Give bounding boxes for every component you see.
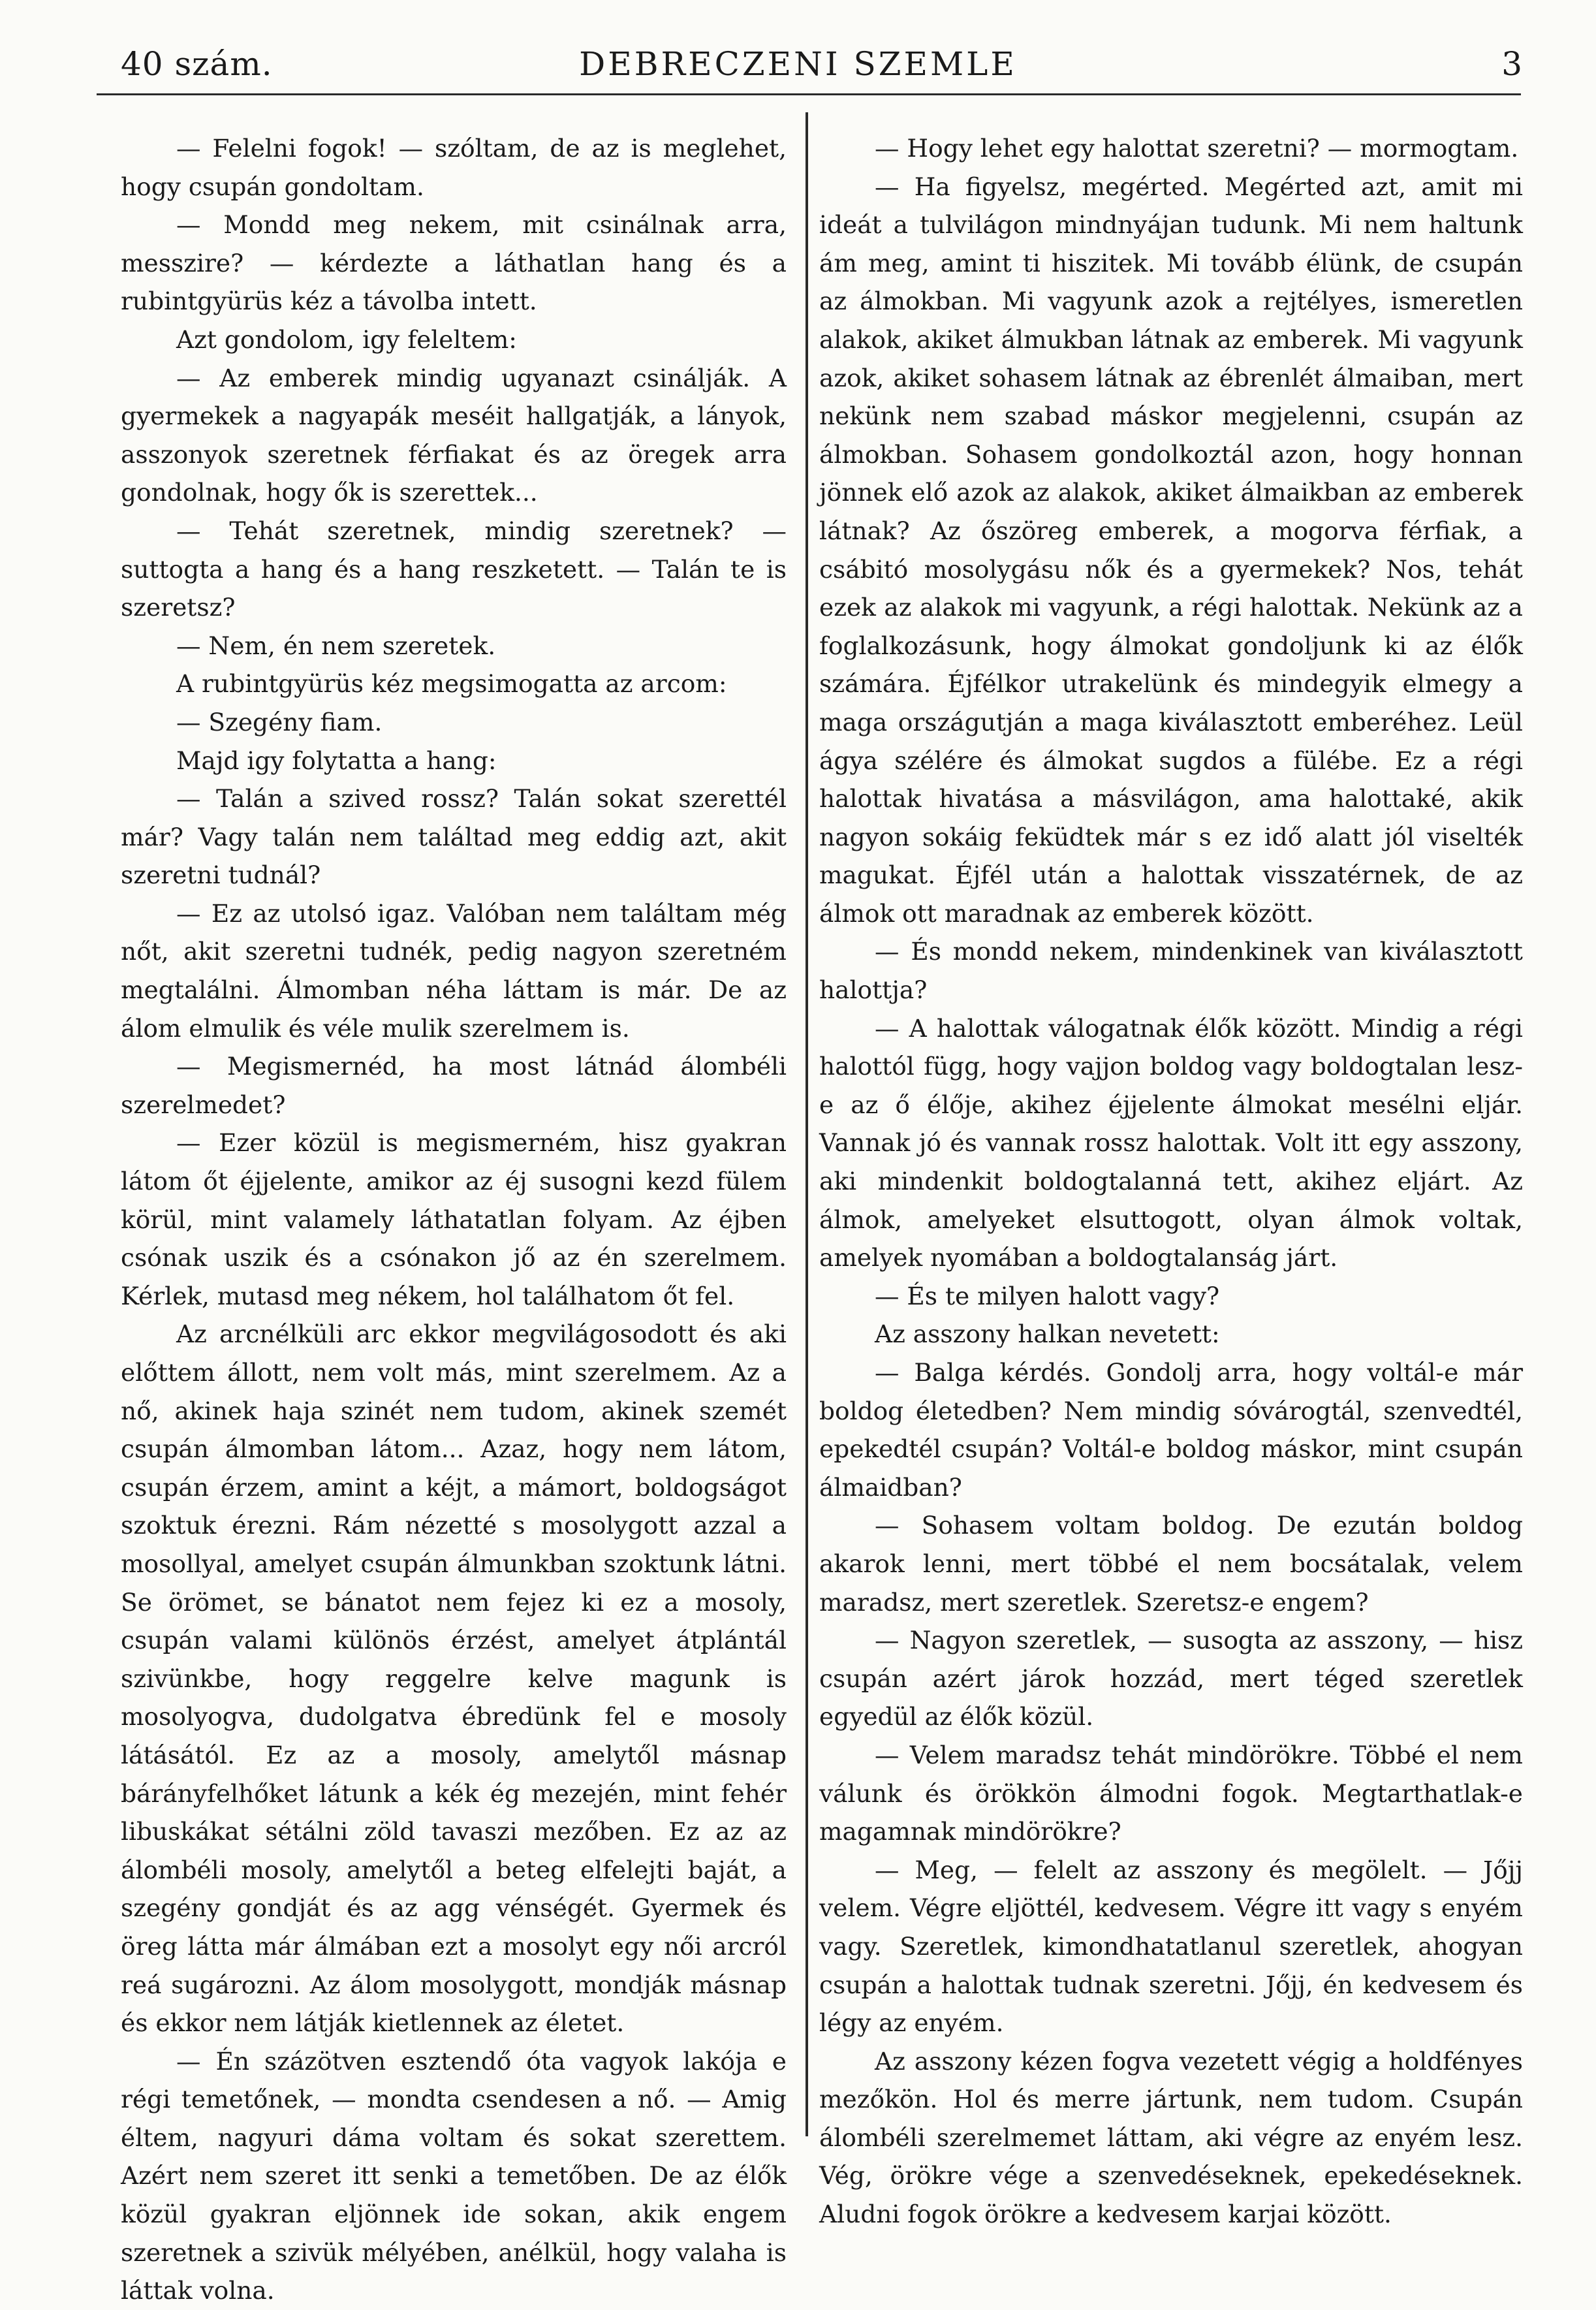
right-column	[819, 129, 1523, 2234]
paragraph: — A halottak válogatnak élők között. Mindig a régi halottól függ, hogy vajjon boldog vagy boldogtalan lesz-e az ő élője, akihez éjjelente álmokat mesélni eljár. Vannak jó és vannak rossz halottak. Volt itt egy asszony, aki mindenkit boldogtalanná tett, akihez eljárt. Az álmok, amelyeket elsuttogott, olyan álmok voltak, amelyek nyomában a boldogtalanság járt.	[819, 1013, 1523, 1273]
paragraph: — Talán a szived rossz? Talán sokat szerettél már? Vagy talán nem találtad meg eddig azt, akit szeretni tudnál?	[121, 784, 787, 890]
journal-title: DEBRECZENI SZEMLE	[579, 45, 1017, 83]
paragraph: — Felelni fogok! — szóltam, de az is meglehet, hogy csupán gondoltam.	[121, 134, 787, 201]
paragraph: — Ez az utolsó igaz. Valóban nem találtam még nőt, akit szeretni tudnék, pedig nagyon szeretném megtalálni. Álmomban néha láttam is már. De az álom elmulik és véle mulik szerelmem is.	[121, 898, 787, 1043]
paragraph: — Tehát szeretnek, mindig szeretnek? — suttogta a hang és a hang reszketett. — Talán te is szeretsz?	[121, 516, 787, 622]
paragraph: — Az emberek mindig ugyanazt csinálják. A gyermekek a nagyapák meséit hallgatják, a lányok, asszonyok szeretnek férfiakat és az öregek arra gondolnak, hogy ők is szerettek...	[121, 363, 787, 507]
left-column	[121, 129, 787, 2310]
paragraph: — Én százötven esztendő óta vagyok lakója e régi temetőnek, — mondta csendesen a nő. — Amig éltem, nagyuri dáma voltam és sokat szerettem. Azért nem szeret itt senki a temetőben. De az élők közül gyakran eljönnek ide sokan, akik engem szeretnek a szivük mélyében, anélkül, hogy valaha is láttak volna.	[121, 2046, 787, 2305]
paragraph: Majd igy folytatta a hang:	[176, 746, 497, 775]
paragraph: — Velem maradsz tehát mindörökre. Többé el nem válunk és örökkön álmodni fogok. Megtarthatlak-e magamnak mindörökre?	[819, 1740, 1523, 1846]
header-rule	[97, 93, 1521, 95]
paragraph: — Nagyon szeretlek, — susogta az asszony, — hisz csupán azért járok hozzád, mert téged szeretlek egyedül az élők közül.	[819, 1626, 1523, 1732]
page-header	[0, 0, 1596, 98]
paragraph: — Megismernéd, ha most látnád álombéli szerelmedet?	[121, 1052, 787, 1119]
paragraph: — Nem, én nem szeretek.	[176, 631, 496, 660]
paragraph: — Mondd meg nekem, mit csinálnak arra, messzire? — kérdezte a láthatlan hang és a rubintgyürüs kéz a távolba intett.	[121, 210, 787, 316]
paragraph: — Meg, — felelt az asszony és megölelt. — Jőjj velem. Végre eljöttél, kedvesem. Végre itt vagy s enyém vagy. Szeretlek, kimondhatatlanul szeretlek, ahogyan csupán a halottak tudnak szeretni. Jőjj, én kedvesem és légy az enyém.	[819, 1855, 1523, 2038]
column-separator	[806, 112, 808, 2136]
paragraph: — Balga kérdés. Gondolj arra, hogy voltál-e már boldog életedben? Nem mindig sóvárogtál, szenvedtél, epekedtél csupán? Voltál-e boldog máskor, mint csupán álmaidban?	[819, 1358, 1523, 1502]
paragraph: Az asszony kézen fogva vezetett végig a holdfényes mezőkön. Hol és merre jártunk, nem tudom. Csupán álombéli szerelmemet láttam, aki végre az enyém lesz. Vég, örökre vége a szenvedéseknek, epekedéseknek. Aludni fogok örökre a kedvesem karjai között.	[819, 2046, 1523, 2229]
paragraph: — Szegény fiam.	[176, 707, 383, 736]
page-number: 3	[1501, 45, 1523, 83]
paragraph: A rubintgyürüs kéz megsimogatta az arcom:	[176, 669, 727, 699]
paragraph: — Sohasem voltam boldog. De ezután boldog akarok lenni, mert többé el nem bocsátalak, velem maradsz, mert szeretlek. Szeretsz-e engem?	[819, 1511, 1523, 1617]
paragraph: — Ha figyelsz, megérted. Megérted azt, amit mi ideát a tulvilágon mindnyájan tudunk. Mi nem haltunk ám meg, amint ti hiszitek. Mi tovább élünk, de csupán az álmokban. Mi vagyunk azok a rejtélyes, ismeretlen alakok, akiket álmukban látnak az emberek. Mi vagyunk azok, akiket sohasem látnak az ébrenlét álmaiban, mert nekünk nem szabad máskor megjelenni, csupán az álmokban. Sohasem gondolkoztál azon, hogy honnan jönnek elő azok az alakok, akiket álmaikban az emberek látnak? Az őszöreg emberek, a mogorva férfiak, a csábitó mosolygásu nők és a gyermekek? Nos, tehát ezek az alakok mi vagyunk, a régi halottak. Nekünk az a foglalkozásunk, hogy álmokat gondoljunk ki az élők számára. Éjfélkor utrakelünk és mindegyik elmegy a maga országutján a maga kiválasztott emberéhez. Leül ágya szélére és álmokat sugdos a fülébe. Ez a régi halottak hivatása a másvilágon, ama halottaké, akik nagyon sokáig feküdtek már s ez idő alatt jól viselték magukat. Éjfél után a halottak visszatérnek, de az álmok ott maradnak az emberek között.	[819, 172, 1523, 928]
paragraph: — Hogy lehet egy halottat szeretni? — mormogtam.	[875, 134, 1519, 163]
paragraph: Azt gondolom, igy feleltem:	[176, 324, 517, 354]
paragraph: Az asszony halkan nevetett:	[875, 1320, 1220, 1349]
paragraph: Az arcnélküli arc ekkor megvilágosodott és aki előttem állott, nem volt más, mint szerelmem. Az a nő, akinek haja szinét nem tudom, akinek szemét csupán álmomban látom... Azaz, hogy nem látom, csupán érzem, amint a kéjt, a mámort, boldogságot szoktuk érezni. Rám nézetté s mosolygott azzal a mosollyal, amelyet csupán álmunkban szoktunk látni. Se örömet, se bánatot nem fejez ki ez a mosoly, csupán valami különös érzést, amelyet átplántál szivünkbe, hogy reggelre kelve magunk is mosolyogva, dudolgatva ébredünk fel e mosoly látásától. Ez az a mosoly, amelytől másnap bárányfelhőket látunk a kék ég mezején, mint fehér libuskákat sétálni zöld tavaszi mezőben. Ez az az álombéli mosoly, amelytől a beteg elfelejti baját, a szegény gondját és az agg vénségét. Gyermek és öreg látta már álmában ezt a mosolyt egy női arcról reá sugározni. Az álom mosolygott, mondják másnap és ekkor nem látják kietlennek az életet.	[121, 1320, 787, 2038]
paragraph: — És mondd nekem, mindenkinek van kiválasztott halottja?	[819, 937, 1523, 1005]
paragraph: — És te milyen halott vagy?	[875, 1281, 1220, 1310]
issue-number: 40 szám.	[121, 45, 273, 83]
paragraph: — Ezer közül is megismerném, hisz gyakran látom őt éjjelente, amikor az éj susogni kezd fülem körül, mint valamely láthatatlan folyam. Az éjben csónak uszik és a csónakon jő az én szerelmem. Kérlek, mutasd meg nékem, hol találhatom őt fel.	[121, 1128, 787, 1310]
